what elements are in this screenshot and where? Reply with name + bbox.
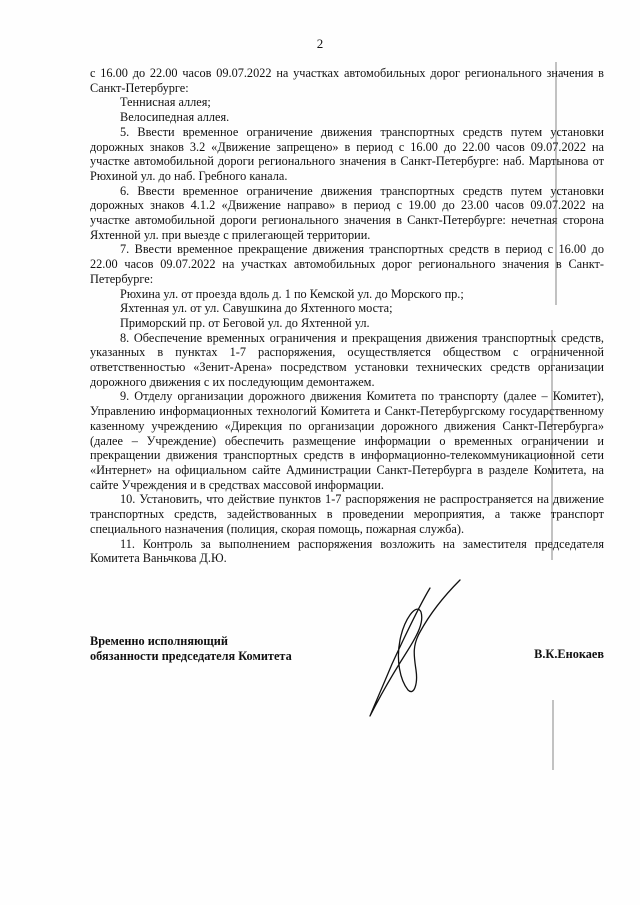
paragraph-item-7: 7. Ввести временное прекращение движения транспортных средств в период с 16.00 до 22.00 часов 09.07.2022 на участках автомобильных дорог регионального значения в Санкт-Петербурге: [90,242,604,286]
paragraph-item-5: 5. Ввести временное ограничение движения транспортных средств путем установки дорожных знаков 3.2 «Движение запрещено» в период с 16.00 до 22.00 часов 09.07.2022 на участке автомобильной дороги регионального значения в Санкт-Петербурге: наб. Мартынова от Рюхиной ул. до наб. Гребного канала. [90,124,604,183]
paragraph-item-6: 6. Ввести временное ограничение движения транспортных средств путем установки дорожных знаков 4.1.2 «Движение направо» в период с 19.00 до 23.00 часов 09.07.2022 на участке автомобильной дороги регионального значения в Санкт-Петербурге: нечетная сторона Яхтенной ул. при выезде с прилегающей территории. [90,183,604,242]
list-item-street: Яхтенная ул. от ул. Савушкина до Яхтенного моста; [120,301,393,316]
paragraph-item-9: 9. Отделу организации дорожного движения Комитета по транспорту (далее – Комитет), Управлению информационных технологий Комитета и Санкт-Петербургскому государственному казенному учреждению «Дирекция по организации дорожного движения Санкт-Петербурга» (далее – Учреждение) обеспечить размещение информации о временных ограничении и прекращении движения транспортных средств в информационно-телекоммуникационной сети «Интернет» на официальном сайте Администрации Санкт-Петербурга в разделе Комитета, на сайте Учреждения и в средствах массовой информации. [90,389,604,492]
signature-block [90,634,604,664]
document-body [90,66,604,566]
paragraph-item-11: 11. Контроль за выполнением распоряжения возложить на заместителя председателя Комитета Ваньчкова Д.Ю. [90,536,604,566]
paragraph-item-8: 8. Обеспечение временных ограничения и прекращения движения транспортных средств, указанных в пунктах 1-7 распоряжения, осуществляется обществом с ограниченной ответственностью «Зенит-Арена» посредством установки технических средств организации дорожного движения с их последующим демонтажем. [90,330,604,389]
page-number: 2 [316,36,324,51]
signatory-position-line1: Временно исполняющий [90,634,228,648]
list-item-street: Рюхина ул. от проезда вдоль д. 1 по Кемской ул. до Морского пр.; [120,286,464,301]
list-item-street: Приморский пр. от Беговой ул. до Яхтенной ул. [120,315,370,330]
paragraph-continuation: с 16.00 до 22.00 часов 09.07.2022 на участках автомобильных дорог регионального значения в Санкт-Петербурге: [90,66,604,95]
signatory-position-line2: обязанности председателя Комитета [90,649,292,663]
list-item-street: Теннисная аллея; [120,95,211,110]
list-item-street: Велосипедная аллея. [120,110,230,125]
signatory-name: В.К.Енокаев [534,647,604,661]
paragraph-item-10: 10. Установить, что действие пунктов 1-7 распоряжения не распространяется на движение транспортных средств, задействованных в проведении мероприятия, а также транспорт специального назначения (полиция, скорая помощь, пожарная служба). [90,492,604,536]
